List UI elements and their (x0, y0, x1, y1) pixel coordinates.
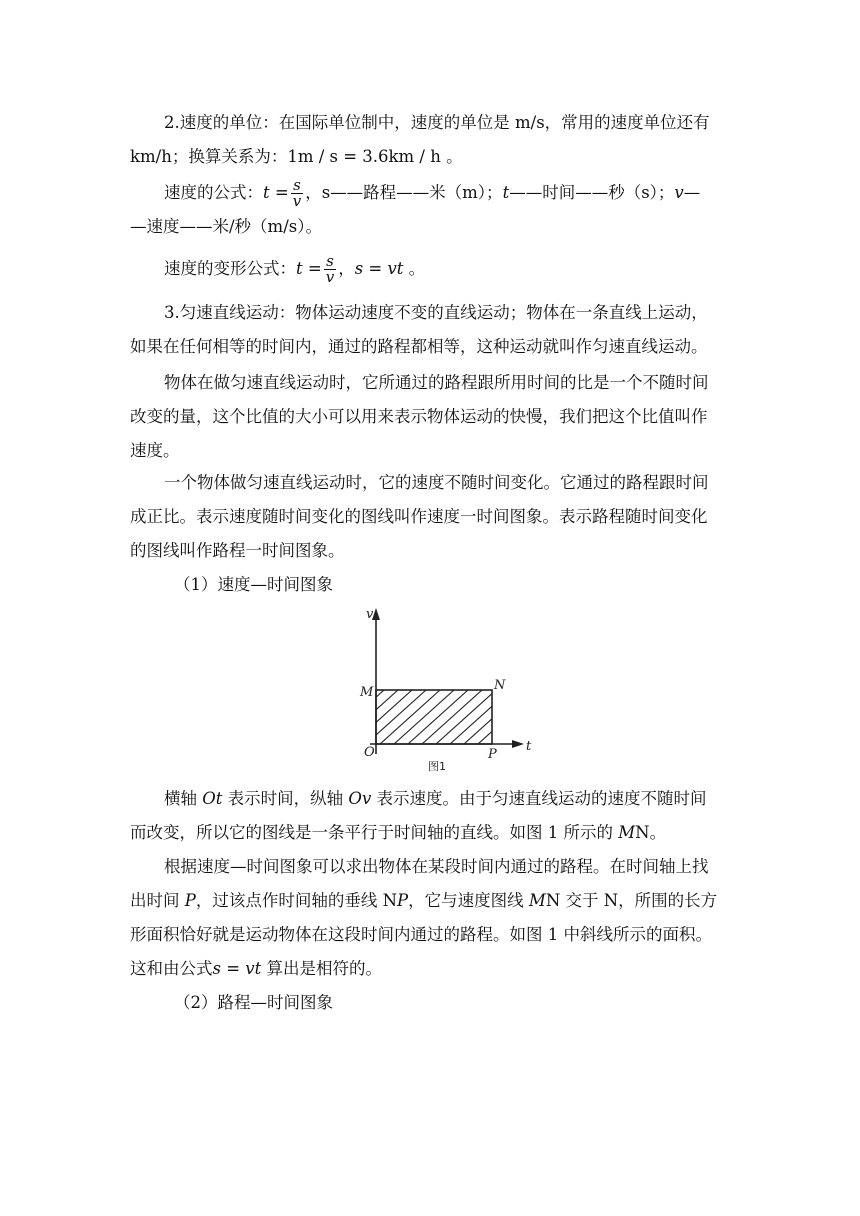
rectangle-mnpo (376, 690, 492, 744)
text-run: 而改变，所以它的图线是一条平行于时间轴的直线。如图 1 所示的 (130, 823, 619, 842)
text-run: N 交于 N，所围的长方 (545, 891, 718, 910)
text-run: N。 (635, 823, 667, 842)
paragraph-graphs (130, 466, 728, 568)
axis-ov: Ov (348, 789, 372, 808)
section-heading-distance-time (130, 986, 728, 1020)
text-run: ，s——路程——米（m）； (305, 183, 503, 202)
text-run: 速度的变形公式： (164, 259, 296, 278)
text-line: 3.匀速直线运动：物体运动速度不变的直线运动；物体在一条直线上运动， (164, 303, 708, 322)
figure-velocity-time-graph (352, 600, 542, 780)
v-axis-label: v (366, 607, 374, 622)
hatched-area (352, 690, 538, 744)
text-line: km/h；换算关系为：1m / s = 3.6km / h 。 (130, 147, 463, 166)
section-heading-velocity-time (130, 568, 728, 602)
point-m-label: M (360, 685, 374, 700)
paragraph-axes-explanation (130, 782, 728, 850)
fraction-numerator: s (291, 178, 303, 194)
formula-fraction (291, 178, 303, 209)
point-n-label: N (494, 678, 506, 693)
fraction-denominator: v (292, 192, 302, 210)
text-run: 速度的公式： (164, 183, 263, 202)
text-line: 2.速度的单位：在国际单位制中，速度的单位是 m/s，常用的速度单位还有 (164, 113, 710, 132)
text-line: 根据速度—时间图象可以求出物体在某段时间内通过的路程。在时间轴上找 (164, 857, 709, 876)
text-run: 横轴 (164, 789, 203, 808)
paragraph-area-method (130, 850, 728, 986)
text-run: ，它与速度图线 (408, 891, 529, 910)
text-run: ，过该点作时间轴的垂线 N (195, 891, 398, 910)
figure-caption: 图1 (428, 760, 446, 773)
paragraph-speed-formula (130, 176, 728, 244)
origin-label: O (364, 745, 375, 760)
heading-text: （2）路程—时间图象 (174, 993, 333, 1012)
text-run: 。 (403, 259, 426, 278)
text-run: — (683, 183, 701, 202)
fraction-numerator: s (324, 254, 336, 270)
text-line: 速度。 (130, 441, 180, 460)
text-line: 形面积恰好就是运动物体在这段时间内通过的路程。如图 1 中斜线所示的面积。 (130, 925, 712, 944)
formula-svt: s = vt (354, 259, 404, 278)
text-line: 如果在任何相等的时间内，通过的路程都相等，这种运动就叫作匀速直线运动。 (130, 337, 708, 356)
formula-var: v (674, 183, 684, 202)
text-run: 出时间 (130, 891, 185, 910)
text-line: —速度——米/秒（m/s）。 (130, 217, 322, 236)
text-run: ， (338, 259, 355, 278)
paragraph-speed-units (130, 106, 728, 174)
label-p: P (397, 891, 409, 910)
text-line: 改变的量，这个比值的大小可以用来表示物体运动的快慢，我们把这个比值叫作 (130, 407, 708, 426)
text-line: 的图线叫作路程一时间图象。 (130, 541, 345, 560)
formula-fraction (324, 254, 336, 285)
text-run: 算出是相符的。 (261, 959, 382, 978)
text-run: 表示时间，纵轴 (222, 789, 349, 808)
text-run: 表示速度。由于匀速直线运动的速度不随时间 (371, 789, 707, 808)
formula-var: t (502, 183, 510, 202)
label-p: P (184, 891, 196, 910)
paragraph-ratio (130, 366, 728, 468)
fraction-denominator: v (325, 268, 335, 286)
label-m: M (618, 823, 636, 842)
heading-text: （1）速度—时间图象 (174, 575, 333, 594)
formula-var: t = (296, 259, 322, 278)
velocity-time-diagram (352, 600, 542, 780)
t-axis-label: t (526, 739, 532, 754)
text-line: 成正比。表示速度随时间变化的图线叫作速度一时间图象。表示路程随时间变化 (130, 507, 708, 526)
label-m: M (528, 891, 546, 910)
formula-var: t = (263, 183, 289, 202)
text-run: ——时间——秒（s）； (509, 183, 675, 202)
point-p-label: P (488, 747, 497, 762)
text-run: 这和由公式 (130, 959, 213, 978)
paragraph-uniform-motion (130, 296, 728, 364)
paragraph-derived-formula (130, 252, 728, 286)
formula-svt: s = vt (212, 959, 262, 978)
text-line: 物体在做匀速直线运动时，它所通过的路程跟所用时间的比是一个不随时间 (164, 373, 709, 392)
text-line: 一个物体做匀速直线运动时，它的速度不随时间变化。它通过的路程跟时间 (164, 473, 709, 492)
axis-ot: Ot (202, 789, 223, 808)
t-axis-arrow-icon (512, 740, 524, 748)
